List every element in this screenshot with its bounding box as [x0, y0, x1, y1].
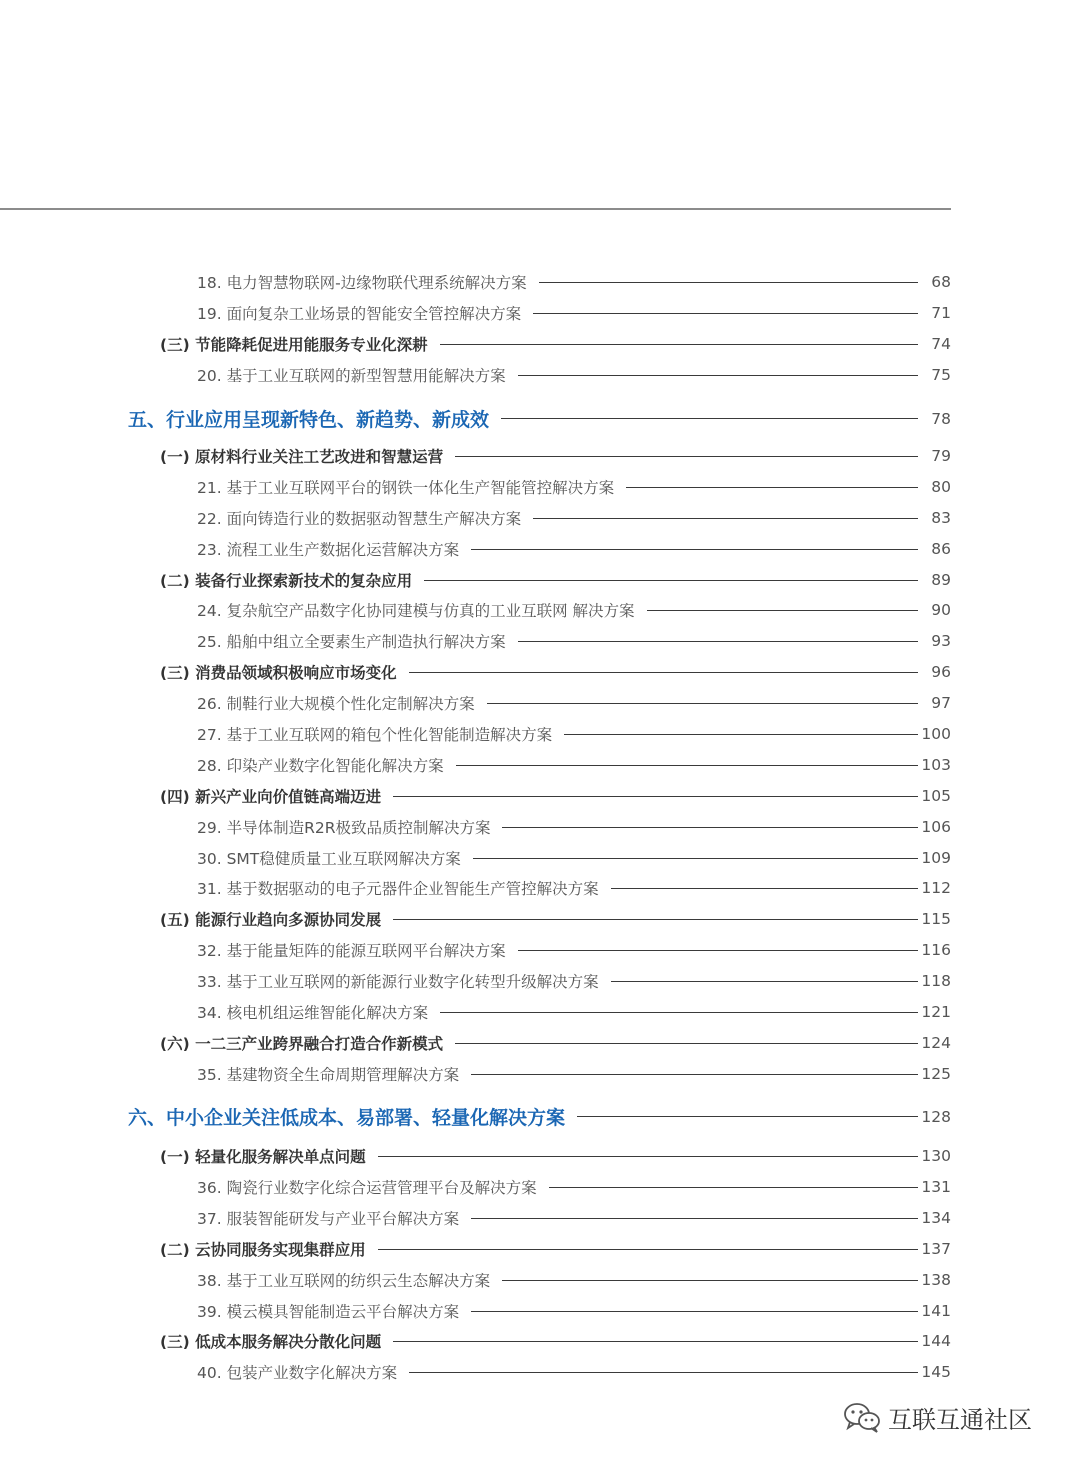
dot-leader	[611, 981, 918, 982]
toc-entry-page: 138	[921, 1271, 951, 1289]
wechat-icon	[842, 1400, 882, 1434]
toc-entry-page: 137	[921, 1240, 951, 1258]
toc-section[interactable]	[0, 569, 1080, 591]
toc-entry-page: 80	[931, 478, 951, 496]
dot-leader	[409, 1372, 918, 1373]
toc-section[interactable]	[0, 1330, 1080, 1352]
toc-entry[interactable]	[0, 847, 1080, 869]
toc-entry-page: 71	[931, 304, 951, 322]
toc-entry-title: 29. 半导体制造R2R极致品质控制解决方案	[197, 819, 491, 837]
dot-leader	[533, 313, 918, 314]
toc-entry-page: 116	[921, 941, 951, 959]
toc-entry[interactable]	[0, 1063, 1080, 1085]
toc-section[interactable]	[0, 445, 1080, 467]
toc-section[interactable]	[0, 661, 1080, 683]
dot-leader	[518, 375, 918, 376]
dot-leader	[539, 282, 918, 283]
toc-entry-title: 31. 基于数据驱动的电子元器件企业智能生产管控解决方案	[197, 880, 599, 898]
toc-chapter[interactable]	[0, 405, 1080, 432]
dot-leader	[611, 888, 918, 889]
toc-entry[interactable]	[0, 538, 1080, 560]
dot-leader	[502, 827, 918, 828]
toc-entry-page: 109	[921, 849, 951, 867]
toc-section[interactable]	[0, 1238, 1080, 1260]
toc-section-title: (六) 一二三产业跨界融合打造合作新模式	[160, 1035, 444, 1053]
toc-section[interactable]	[0, 785, 1080, 807]
toc-entry-page: 68	[931, 273, 951, 291]
toc-entry-page: 96	[931, 663, 951, 681]
toc-section[interactable]	[0, 908, 1080, 930]
dot-leader	[471, 549, 918, 550]
toc-entry-title: 33. 基于工业互联网的新能源行业数字化转型升级解决方案	[197, 973, 599, 991]
toc-section-title: (二) 装备行业探索新技术的复杂应用	[160, 572, 413, 590]
toc-entry[interactable]	[0, 970, 1080, 992]
dot-leader	[549, 1187, 918, 1188]
dot-leader	[424, 580, 918, 581]
toc-entry-page: 75	[931, 366, 951, 384]
toc-entry-page: 128	[921, 1107, 951, 1126]
toc-entry[interactable]	[0, 271, 1080, 293]
toc-entry-page: 79	[931, 447, 951, 465]
toc-entry-page: 100	[921, 725, 951, 743]
toc-section[interactable]	[0, 1145, 1080, 1167]
dot-leader	[393, 796, 918, 797]
toc-entry-title: 34. 核电机组运维智能化解决方案	[197, 1004, 429, 1022]
toc-chapter-title: 五、行业应用呈现新特色、新趋势、新成效	[128, 409, 490, 431]
toc-entry-page: 74	[931, 335, 951, 353]
toc-section[interactable]	[0, 1032, 1080, 1054]
toc-entry-title: 25. 船舶中组立全要素生产制造执行解决方案	[197, 633, 506, 651]
toc-entry-title: 19. 面向复杂工业场景的智能安全管控解决方案	[197, 305, 522, 323]
toc-entry-title: 27. 基于工业互联网的箱包个性化智能制造解决方案	[197, 726, 553, 744]
toc-entry-page: 83	[931, 509, 951, 527]
toc-chapter[interactable]	[0, 1103, 1080, 1130]
toc-entry-page: 134	[921, 1209, 951, 1227]
toc-entry[interactable]	[0, 1207, 1080, 1229]
dot-leader	[471, 1218, 918, 1219]
toc-entry-page: 141	[921, 1302, 951, 1320]
toc-entry-page: 78	[931, 409, 951, 428]
dot-leader	[577, 1116, 918, 1117]
toc-chapter-title: 六、中小企业关注低成本、易部署、轻量化解决方案	[128, 1107, 566, 1129]
dot-leader	[487, 703, 918, 704]
toc-entry-title: 35. 基建物资全生命周期管理解决方案	[197, 1066, 460, 1084]
dot-leader	[440, 344, 918, 345]
dot-leader	[471, 1074, 918, 1075]
toc-entry-page: 93	[931, 632, 951, 650]
toc-entry-title: 18. 电力智慧物联网-边缘物联代理系统解决方案	[197, 274, 527, 292]
toc-entry-page: 130	[921, 1147, 951, 1165]
toc-entry[interactable]	[0, 939, 1080, 961]
toc-entry-title: 30. SMT稳健质量工业互联网解决方案	[197, 850, 461, 868]
toc-entry-page: 124	[921, 1034, 951, 1052]
toc-entry[interactable]	[0, 816, 1080, 838]
toc-entry-page: 105	[921, 787, 951, 805]
watermark-text: 互联互通社区	[888, 1405, 1032, 1434]
dot-leader	[518, 641, 918, 642]
toc-entry[interactable]	[0, 507, 1080, 529]
dot-leader	[471, 1311, 918, 1312]
toc-entry-title: 24. 复杂航空产品数字化协同建模与仿真的工业互联网 解决方案	[197, 602, 635, 620]
toc-entry[interactable]	[0, 877, 1080, 899]
toc-entry[interactable]	[0, 1001, 1080, 1023]
toc-section-title: (三) 节能降耗促进用能服务专业化深耕	[160, 336, 428, 354]
toc-entry-page: 131	[921, 1178, 951, 1196]
toc-entry-page: 86	[931, 540, 951, 558]
toc-entry-title: 39. 模云模具智能制造云平台解决方案	[197, 1303, 460, 1321]
dot-leader	[378, 1156, 918, 1157]
toc-entry[interactable]	[0, 630, 1080, 652]
toc-entry[interactable]	[0, 599, 1080, 621]
toc-entry-title: 38. 基于工业互联网的纺织云生态解决方案	[197, 1272, 491, 1290]
toc-entry-title: 32. 基于能量矩阵的能源互联网平台解决方案	[197, 942, 506, 960]
toc-entry-page: 125	[921, 1065, 951, 1083]
toc-entry-page: 118	[921, 972, 951, 990]
toc-section-title: (一) 轻量化服务解决单点问题	[160, 1148, 366, 1166]
toc-entry[interactable]	[0, 692, 1080, 714]
toc-entry-page: 144	[921, 1332, 951, 1350]
toc-entry-title: 23. 流程工业生产数据化运营解决方案	[197, 541, 460, 559]
toc-entry-page: 90	[931, 601, 951, 619]
toc-section-title: (一) 原材料行业关注工艺改进和智慧运营	[160, 448, 444, 466]
toc-entry-title: 40. 包装产业数字化解决方案	[197, 1364, 398, 1382]
toc-entry-page: 89	[931, 571, 951, 589]
toc-entry-page: 115	[921, 910, 951, 928]
toc-entry[interactable]	[0, 476, 1080, 498]
toc-entry-page: 106	[921, 818, 951, 836]
toc-section-title: (五) 能源行业趋向多源协同发展	[160, 911, 382, 929]
toc-section-title: (四) 新兴产业向价值链高端迈进	[160, 788, 382, 806]
toc-entry-title: 37. 服装智能研发与产业平台解决方案	[197, 1210, 460, 1228]
toc-entry[interactable]	[0, 1300, 1080, 1322]
toc-entry-title: 22. 面向铸造行业的数据驱动智慧生产解决方案	[197, 510, 522, 528]
dot-leader	[502, 1280, 918, 1281]
toc-entry[interactable]	[0, 754, 1080, 776]
dot-leader	[455, 1043, 918, 1044]
dot-leader	[378, 1249, 918, 1250]
dot-leader	[533, 518, 918, 519]
toc-entry[interactable]	[0, 302, 1080, 324]
toc-entry[interactable]	[0, 364, 1080, 386]
dot-leader	[626, 487, 918, 488]
toc-entry-page: 97	[931, 694, 951, 712]
dot-leader	[473, 858, 918, 859]
toc-entry-title: 28. 印染产业数字化智能化解决方案	[197, 757, 444, 775]
dot-leader	[455, 456, 918, 457]
wechat-watermark	[842, 1400, 1032, 1434]
dot-leader	[393, 919, 918, 920]
toc-entry-title: 26. 制鞋行业大规模个性化定制解决方案	[197, 695, 475, 713]
dot-leader	[409, 672, 918, 673]
toc-section[interactable]	[0, 333, 1080, 355]
dot-leader	[440, 1012, 918, 1013]
dot-leader	[393, 1341, 918, 1342]
toc-entry-page: 112	[921, 879, 951, 897]
toc-section-title: (二) 云协同服务实现集群应用	[160, 1241, 366, 1259]
dot-leader	[564, 734, 918, 735]
toc-entry[interactable]	[0, 723, 1080, 745]
dot-leader	[456, 765, 918, 766]
toc-entry-page: 121	[921, 1003, 951, 1021]
toc-entry[interactable]	[0, 1269, 1080, 1291]
toc-entry-title: 20. 基于工业互联网的新型智慧用能解决方案	[197, 367, 506, 385]
toc-entry-page: 145	[921, 1363, 951, 1381]
toc-entry[interactable]	[0, 1176, 1080, 1198]
dot-leader	[501, 418, 918, 419]
toc-entry-title: 21. 基于工业互联网平台的钢铁一体化生产智能管控解决方案	[197, 479, 615, 497]
dot-leader	[518, 950, 918, 951]
dot-leader	[647, 610, 918, 611]
toc-section-title: (三) 消费品领域积极响应市场变化	[160, 664, 397, 682]
toc-entry[interactable]	[0, 1361, 1080, 1383]
toc-section-title: (三) 低成本服务解决分散化问题	[160, 1333, 382, 1351]
toc-entry-page: 103	[921, 756, 951, 774]
toc-entry-title: 36. 陶瓷行业数字化综合运营管理平台及解决方案	[197, 1179, 537, 1197]
